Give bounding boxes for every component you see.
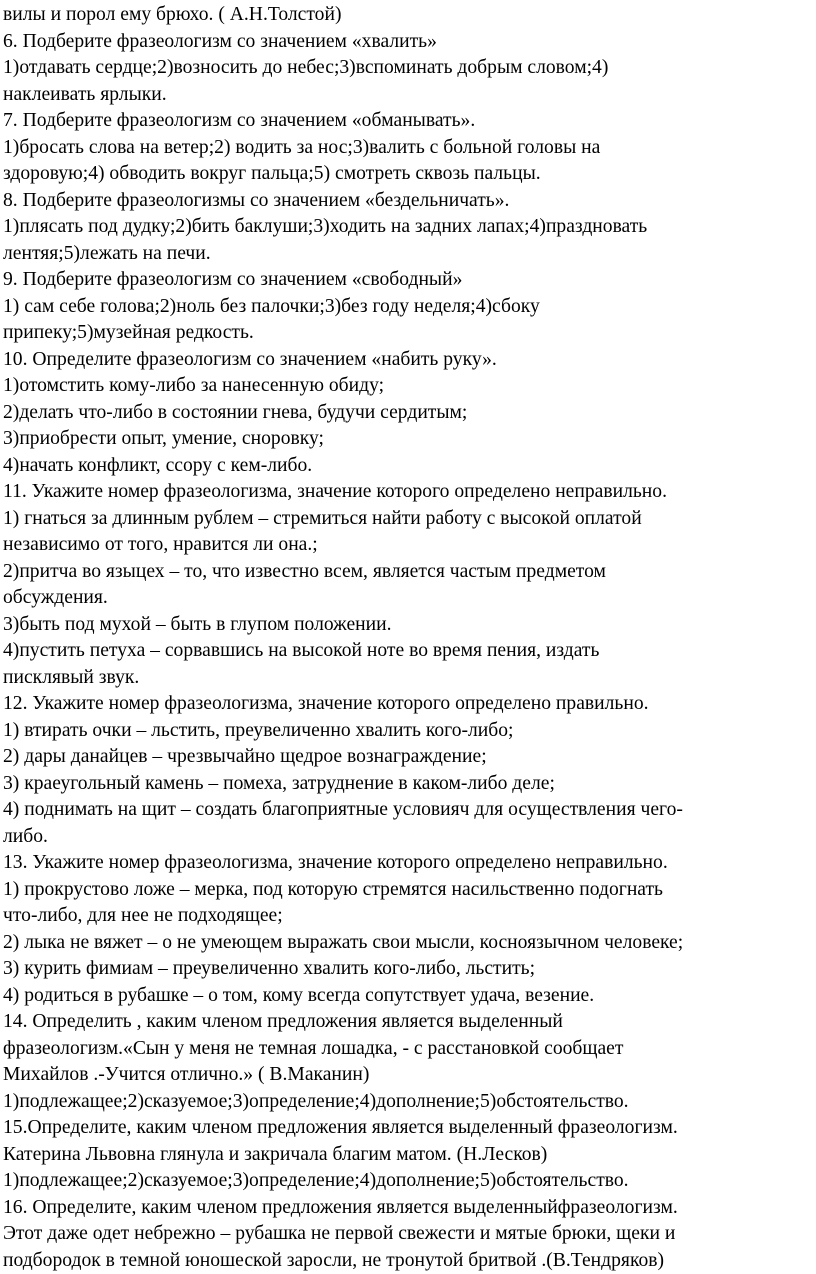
text-line: 2)делать что-либо в состоянии гнева, будучи сердитым; xyxy=(3,400,808,427)
text-line: либо. xyxy=(3,824,808,851)
text-line: лентяя;5)лежать на печи. xyxy=(3,241,808,268)
text-line: 8. Подберите фразеологизмы со значением «бездельничать». xyxy=(3,188,808,215)
text-line: 1) прокрустово ложе – мерка, под которую стремятся насильственно подогнать xyxy=(3,877,808,904)
text-line: 15.Определите, каким членом предложения является выделенный фразеологизм. xyxy=(3,1115,808,1142)
text-line: 4)начать конфликт, ссору с кем-либо. xyxy=(3,453,808,480)
text-line: 9. Подберите фразеологизм со значением «свободный» xyxy=(3,267,808,294)
text-line: 1) втирать очки – льстить, преувеличенно хвалить кого-либо; xyxy=(3,718,808,745)
text-line: 1)отомстить кому-либо за нанесенную обиду; xyxy=(3,373,808,400)
text-line: 1) гнаться за длинным рублем – стремиться найти работу с высокой оплатой xyxy=(3,506,808,533)
text-line: Катерина Львовна глянула и закричала благим матом. (Н.Лесков) xyxy=(3,1142,808,1169)
text-line: вилы и порол ему брюхо. ( А.Н.Толстой) xyxy=(3,2,808,29)
text-line: 1)подлежащее;2)сказуемое;3)определение;4)дополнение;5)обстоятельство. xyxy=(3,1089,808,1116)
text-line: независимо от того, нравится ли она.; xyxy=(3,532,808,559)
text-line: здоровую;4) обводить вокруг пальца;5) смотреть сквозь пальцы. xyxy=(3,161,808,188)
text-line: наклеивать ярлыки. xyxy=(3,82,808,109)
text-line: 3)быть под мухой – быть в глупом положении. xyxy=(3,612,808,639)
text-line: 14. Определить , каким членом предложения является выделенный xyxy=(3,1009,808,1036)
text-line: 2)притча во языцех – то, что известно всем, является частым предметом xyxy=(3,559,808,586)
text-line: 12. Укажите номер фразеологизма, значение которого определено правильно. xyxy=(3,691,808,718)
text-line: 1)бросать слова на ветер;2) водить за нос;3)валить с больной головы на xyxy=(3,135,808,162)
text-line: 4)пустить петуха – сорвавшись на высокой ноте во время пения, издать xyxy=(3,638,808,665)
text-line: что-либо, для нее не подходящее; xyxy=(3,903,808,930)
text-line: 4) родиться в рубашке – о том, кому всегда сопутствует удача, везение. xyxy=(3,983,808,1010)
text-line: 16. Определите, каким членом предложения является выделенныйфразеологизм. xyxy=(3,1195,808,1222)
document-text xyxy=(3,2,808,1274)
text-line: 1)плясать под дудку;2)бить баклуши;3)ходить на задних лапах;4)праздновать xyxy=(3,214,808,241)
text-line: 11. Укажите номер фразеологизма, значение которого определено неправильно. xyxy=(3,479,808,506)
text-line: Михайлов .-Учится отлично.» ( В.Маканин) xyxy=(3,1062,808,1089)
text-line: припеку;5)музейная редкость. xyxy=(3,320,808,347)
text-line: 1)отдавать сердце;2)возносить до небес;3)вспоминать добрым словом;4) xyxy=(3,55,808,82)
text-line: 2) лыка не вяжет – о не умеющем выражать свои мысли, косноязычном человеке; xyxy=(3,930,808,957)
text-line: 13. Укажите номер фразеологизма, значение которого определено неправильно. xyxy=(3,850,808,877)
text-line: писклявый звук. xyxy=(3,665,808,692)
text-line: 3) курить фимиам – преувеличенно хвалить кого-либо, льстить; xyxy=(3,956,808,983)
text-line: 1)подлежащее;2)сказуемое;3)определение;4)дополнение;5)обстоятельство. xyxy=(3,1168,808,1195)
text-line: 7. Подберите фразеологизм со значением «обманывать». xyxy=(3,108,808,135)
text-line: фразеологизм.«Сын у меня не темная лошадка, - с расстановкой сообщает xyxy=(3,1036,808,1063)
text-line: 3)приобрести опыт, умение, сноровку; xyxy=(3,426,808,453)
text-line: 10. Определите фразеологизм со значением «набить руку». xyxy=(3,347,808,374)
text-line: 3) краеугольный камень – помеха, затруднение в каком-либо деле; xyxy=(3,771,808,798)
text-line: подбородок в темной юношеской заросли, не тронутой бритвой .(В.Тендряков) xyxy=(3,1248,808,1274)
text-line: 6. Подберите фразеологизм со значением «хвалить» xyxy=(3,29,808,56)
text-line: обсуждения. xyxy=(3,585,808,612)
text-line: 1) сам себе голова;2)ноль без палочки;3)без году неделя;4)сбоку xyxy=(3,294,808,321)
text-line: 4) поднимать на щит – создать благоприятные условияч для осуществления чего- xyxy=(3,797,808,824)
text-line: Этот даже одет небрежно – рубашка не первой свежести и мятые брюки, щеки и xyxy=(3,1221,808,1248)
text-line: 2) дары данайцев – чрезвычайно щедрое вознаграждение; xyxy=(3,744,808,771)
